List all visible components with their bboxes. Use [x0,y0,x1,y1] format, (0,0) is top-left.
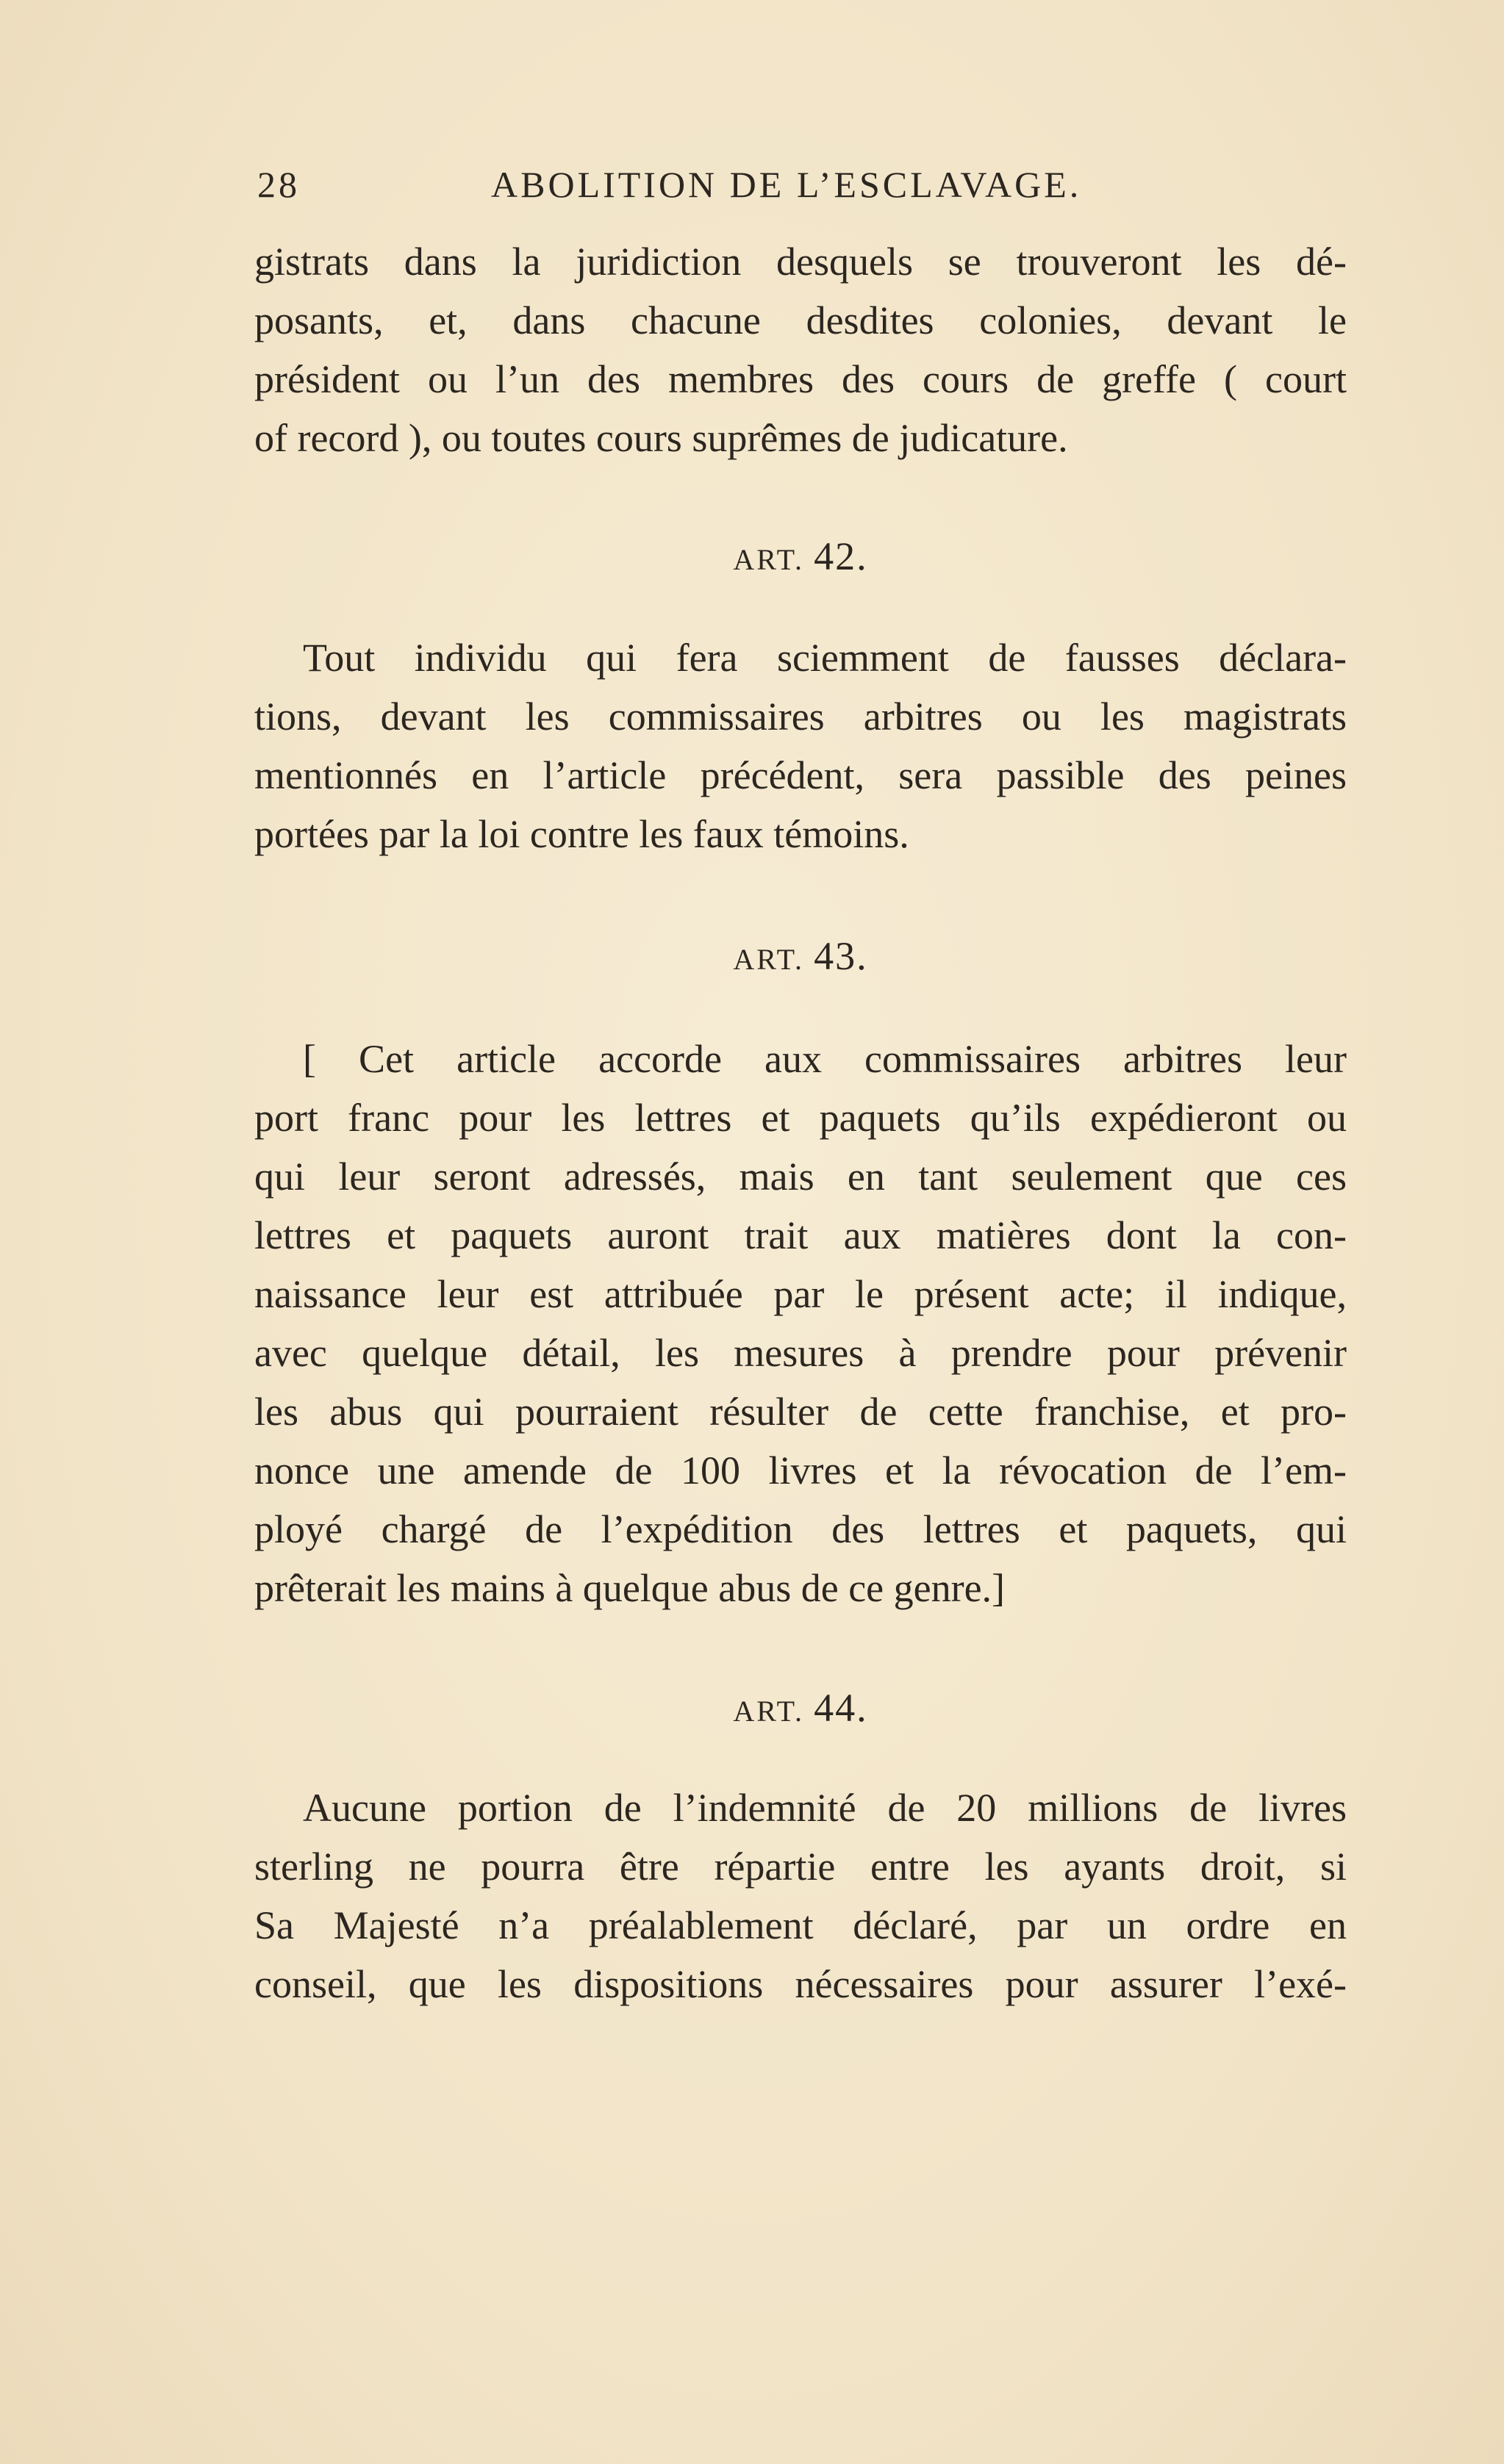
article-label: ART. [733,1695,805,1728]
text-line: [ Cet article accorde aux commissaires arbitres leur [303,1037,1347,1081]
article-number: 42. [814,534,868,578]
article-label: ART. [733,543,805,576]
text-line: mentionnés en l’article précédent, sera passible des peines [254,753,1347,797]
article-heading-42 [254,534,1347,579]
text-line: avec quelque détail, les mesures à prendre pour prévenir [254,1331,1347,1375]
page-header [257,163,1345,215]
running-title: ABOLITION DE L’ESCLAVAGE. [491,164,1082,205]
article-number: 43. [814,934,868,978]
paragraph-continuation [254,232,1347,467]
text-line: Aucune portion de l’indemnité de 20 millions de livres [303,1786,1347,1830]
text-line: gistrats dans la juridiction desquels se trouveront les dé- [254,240,1347,284]
text-line: prêterait les mains à quelque abus de ce genre.] [254,1566,1006,1610]
text-line: président ou l’un des membres des cours de greffe ( court [254,357,1347,401]
text-line: of record ), ou toutes cours suprêmes de judicature. [254,416,1068,460]
text-line: portées par la loi contre les faux témoins. [254,812,909,856]
article-43-paragraph [254,1030,1347,1617]
article-44-paragraph [254,1778,1347,2014]
text-line: Tout individu qui fera sciemment de fausses déclara- [303,636,1347,680]
text-line: les abus qui pourraient résulter de cette franchise, et pro- [254,1390,1347,1434]
article-heading-43 [254,933,1347,979]
text-line: naissance leur est attribuée par le présent acte; il indique, [254,1272,1347,1316]
article-number: 44. [814,1686,868,1730]
text-line: Sa Majesté n’a préalablement déclaré, par un ordre en [254,1903,1347,1947]
article-label: ART. [733,943,805,976]
text-line: ployé chargé de l’expédition des lettres et paquets, qui [254,1507,1347,1551]
text-line: conseil, que les dispositions nécessaires pour assurer l’exé- [254,1962,1347,2006]
text-line: sterling ne pourra être répartie entre les ayants droit, si [254,1845,1347,1889]
page-number: 28 [257,164,300,205]
text-line: qui leur seront adressés, mais en tant seulement que ces [254,1154,1347,1199]
text-line: nonce une amende de 100 livres et la révocation de l’em- [254,1448,1347,1493]
article-heading-44 [254,1685,1347,1731]
text-line: tions, devant les commissaires arbitres ou les magistrats [254,694,1347,739]
text-line: posants, et, dans chacune desdites colonies, devant le [254,298,1347,342]
article-42-paragraph [254,628,1347,863]
text-line: port franc pour les lettres et paquets qu’ils expédieront ou [254,1096,1347,1140]
text-line: lettres et paquets auront trait aux matières dont la con- [254,1213,1347,1257]
